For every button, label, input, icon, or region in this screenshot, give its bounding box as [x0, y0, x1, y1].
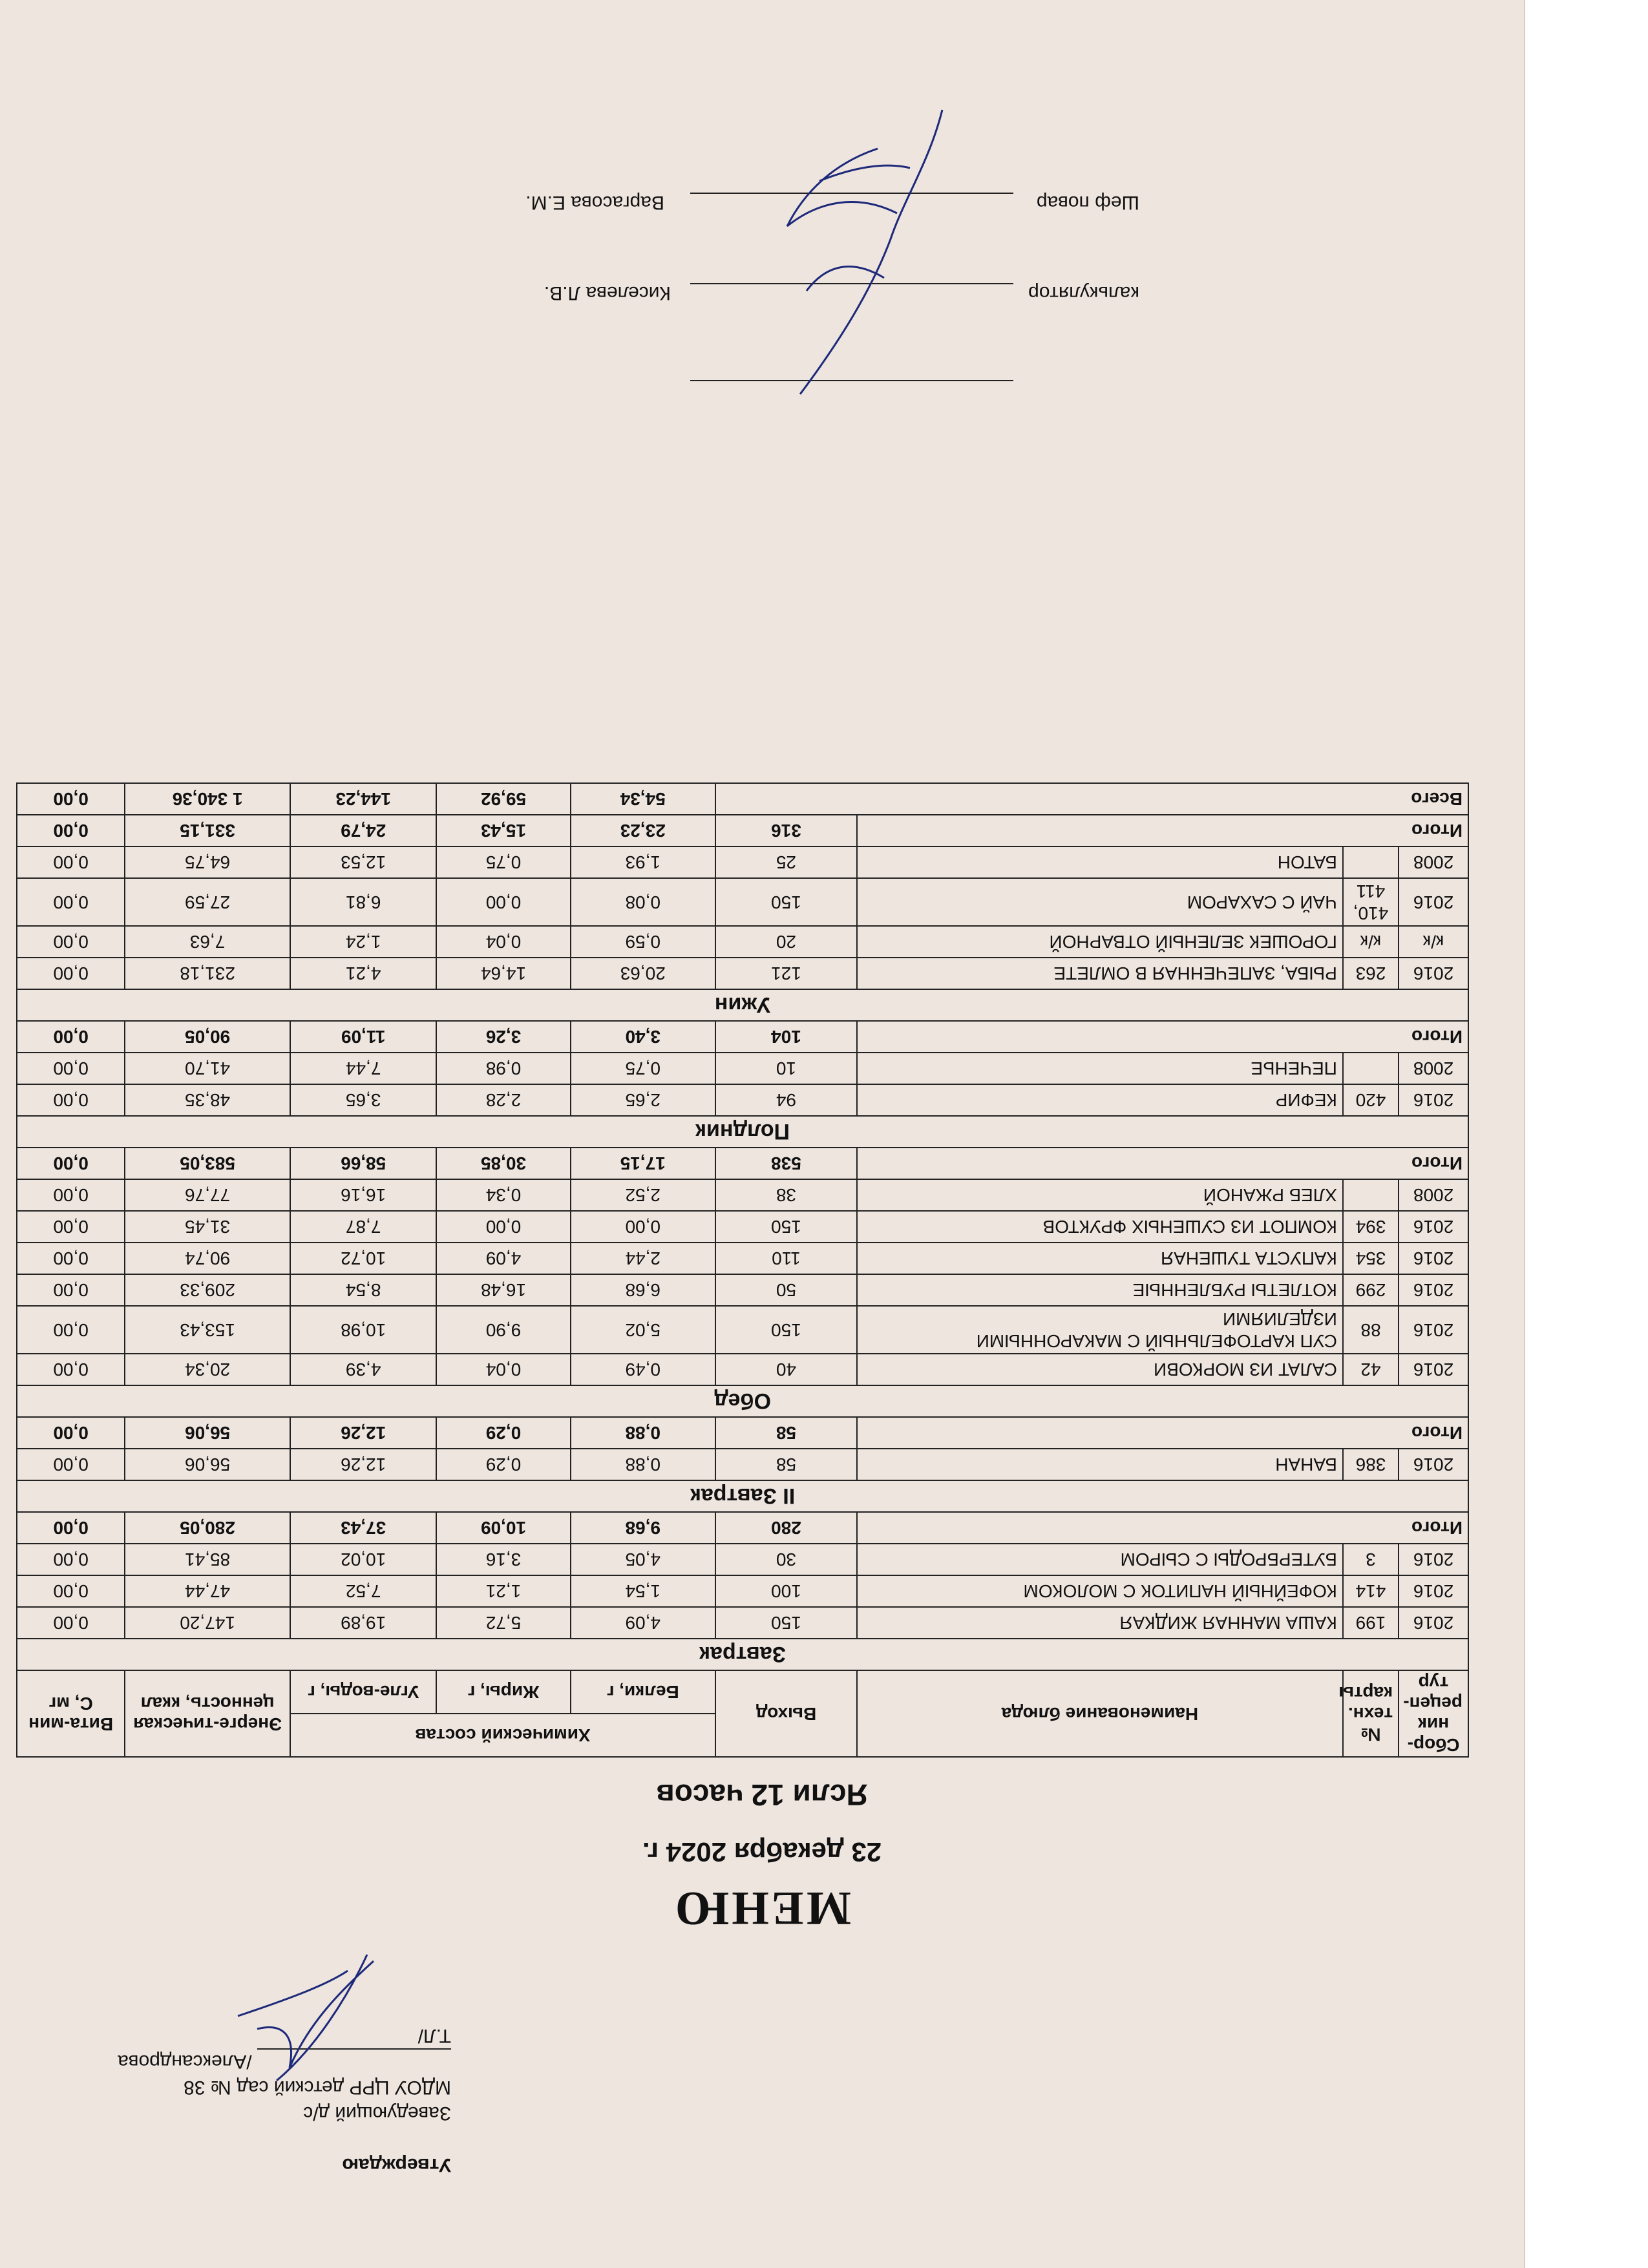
total-row — [17, 1512, 1468, 1544]
cell-carbs: 6,81 — [290, 878, 437, 926]
grand-total-protein: 54,34 — [571, 783, 715, 815]
table-row — [17, 1449, 1468, 1480]
cell-card-no: 3 — [1343, 1544, 1399, 1575]
cell-dish-name: РЫБА, ЗАПЕЧЕННАЯ В ОМЛЕТЕ — [857, 958, 1343, 989]
cell-fat: 0,04 — [436, 1354, 570, 1385]
cell-collection: 2016 — [1399, 1211, 1468, 1243]
staff-signature-icon — [761, 97, 968, 407]
cell-yield: 150 — [715, 1607, 857, 1639]
cell-carbs: 10,72 — [290, 1243, 437, 1274]
menu-table-body — [17, 783, 1468, 1670]
cell-yield: 38 — [715, 1179, 857, 1211]
cell-dish-name: КОТЛЕТЫ РУБЛЕННЫЕ — [857, 1274, 1343, 1306]
total-energy: 280,05 — [125, 1512, 290, 1544]
page-title: МЕНЮ — [672, 1882, 852, 1935]
cell-protein: 4,09 — [571, 1607, 715, 1639]
cell-energy: 47,44 — [125, 1575, 290, 1607]
cell-vitamin: 0,00 — [17, 1243, 125, 1274]
cell-card-no: 88 — [1343, 1306, 1399, 1354]
total-fat: 10,09 — [436, 1512, 570, 1544]
table-row — [17, 926, 1468, 958]
menu-table — [16, 782, 1469, 1758]
cell-card-no: 410, 411 — [1343, 878, 1399, 926]
cell-protein: 4,05 — [571, 1544, 715, 1575]
cell-energy: 7,63 — [125, 926, 290, 958]
cell-fat: 0,00 — [436, 1211, 570, 1243]
cell-dish-name: ГОРОШЕК ЗЕЛЕНЫЙ ОТВАРНОЙ — [857, 926, 1343, 958]
cell-card-no: к/к — [1343, 926, 1399, 958]
cell-collection: 2016 — [1399, 1243, 1468, 1274]
cell-vitamin: 0,00 — [17, 1179, 125, 1211]
total-row — [17, 1148, 1468, 1179]
cell-collection: 2016 — [1399, 1544, 1468, 1575]
total-fat: 15,43 — [436, 815, 570, 846]
cell-collection: 2016 — [1399, 1575, 1468, 1607]
cell-dish-name: ХЛЕБ РЖАНОЙ — [857, 1179, 1343, 1211]
total-protein: 17,15 — [571, 1148, 715, 1179]
table-row — [17, 958, 1468, 989]
total-yield: 58 — [715, 1417, 857, 1449]
cell-fat: 0,75 — [436, 846, 570, 878]
total-fat: 30,85 — [436, 1148, 570, 1179]
col-yield-header: Выход — [715, 1670, 857, 1757]
cell-fat: 16,48 — [436, 1274, 570, 1306]
cell-energy: 77,76 — [125, 1179, 290, 1211]
total-label: Итого — [857, 1021, 1468, 1053]
col-carbs-header: Угле-воды, г — [290, 1670, 437, 1714]
cell-energy: 90,74 — [125, 1243, 290, 1274]
section-header-row — [17, 1116, 1468, 1148]
grand-total-row — [17, 783, 1468, 815]
cell-fat: 14,64 — [436, 958, 570, 989]
cell-vitamin: 0,00 — [17, 846, 125, 878]
cell-energy: 153,43 — [125, 1306, 290, 1354]
menu-date: 23 декабря 2024 г. — [642, 1837, 882, 1867]
cell-carbs: 10,98 — [290, 1306, 437, 1354]
cell-energy: 31,45 — [125, 1211, 290, 1243]
section-header-row — [17, 1639, 1468, 1670]
grand-total-label: Всего — [715, 783, 1468, 815]
table-row — [17, 1575, 1468, 1607]
total-yield: 104 — [715, 1021, 857, 1053]
approver-signer-name: /Александрова Т.Л/ — [118, 2025, 451, 2072]
cell-energy: 20,34 — [125, 1354, 290, 1385]
col-dish-header: Наименование блюда — [857, 1670, 1343, 1757]
cell-fat: 3,16 — [436, 1544, 570, 1575]
menu-subtitle: Ясли 12 часов — [656, 1778, 868, 1812]
cell-carbs: 10,02 — [290, 1544, 437, 1575]
cell-yield: 94 — [715, 1084, 857, 1116]
cell-vitamin: 0,00 — [17, 1084, 125, 1116]
cell-card-no — [1343, 1053, 1399, 1084]
cell-dish-name: БУТЕРБРОДЫ С СЫРОМ — [857, 1544, 1343, 1575]
cell-vitamin: 0,00 — [17, 958, 125, 989]
total-energy: 90,05 — [125, 1021, 290, 1053]
cell-carbs: 1,24 — [290, 926, 437, 958]
cell-dish-name: КАПУСТА ТУШЕНАЯ — [857, 1243, 1343, 1274]
total-label: Итого — [857, 1512, 1468, 1544]
chef-role: Шеф повар — [1036, 192, 1139, 213]
cell-collection: 2016 — [1399, 1449, 1468, 1480]
cell-dish-name: БАНАН — [857, 1449, 1343, 1480]
approved-label: Утверждаю — [342, 2154, 451, 2176]
table-row — [17, 1354, 1468, 1385]
cell-protein: 2,65 — [571, 1084, 715, 1116]
cell-card-no: 299 — [1343, 1274, 1399, 1306]
total-energy: 331,15 — [125, 815, 290, 846]
section-title: Завтрак — [17, 1639, 1468, 1670]
table-row — [17, 878, 1468, 926]
cell-energy: 147,20 — [125, 1607, 290, 1639]
cell-dish-name: ЧАЙ С САХАРОМ — [857, 878, 1343, 926]
cell-carbs: 12,53 — [290, 846, 437, 878]
grand-total-energy: 1 340,36 — [125, 783, 290, 815]
cell-collection: 2008 — [1399, 846, 1468, 878]
calc-name: Киселева Л.В. — [544, 282, 671, 304]
cell-yield: 25 — [715, 846, 857, 878]
cell-protein: 20,63 — [571, 958, 715, 989]
cell-vitamin: 0,00 — [17, 1449, 125, 1480]
total-yield: 316 — [715, 815, 857, 846]
col-protein-header: Белки, г — [571, 1670, 715, 1714]
total-protein: 3,40 — [571, 1021, 715, 1053]
total-row — [17, 1417, 1468, 1449]
cell-vitamin: 0,00 — [17, 1306, 125, 1354]
cell-yield: 121 — [715, 958, 857, 989]
cell-fat: 0,00 — [436, 878, 570, 926]
table-row — [17, 1544, 1468, 1575]
total-vitamin: 0,00 — [17, 815, 125, 846]
cell-carbs: 8,54 — [290, 1274, 437, 1306]
col-vitamin-header: Вита-мин С, мг — [17, 1670, 125, 1757]
section-header-row — [17, 1480, 1468, 1512]
col-collection-header: Сбор-ник рецеп-тур — [1399, 1670, 1468, 1757]
table-row — [17, 1179, 1468, 1211]
cell-dish-name: КЕФИР — [857, 1084, 1343, 1116]
cell-carbs: 7,87 — [290, 1211, 437, 1243]
col-card-header: № техн. карты — [1343, 1670, 1399, 1757]
cell-protein: 0,59 — [571, 926, 715, 958]
cell-yield: 50 — [715, 1274, 857, 1306]
total-carbs: 37,43 — [290, 1512, 437, 1544]
cell-yield: 58 — [715, 1449, 857, 1480]
cell-card-no: 354 — [1343, 1243, 1399, 1274]
cell-card-no: 199 — [1343, 1607, 1399, 1639]
cell-fat: 0,29 — [436, 1449, 570, 1480]
total-protein: 0,88 — [571, 1417, 715, 1449]
cell-vitamin: 0,00 — [17, 1607, 125, 1639]
total-yield: 538 — [715, 1148, 857, 1179]
cell-yield: 110 — [715, 1243, 857, 1274]
cell-energy: 56,06 — [125, 1449, 290, 1480]
cell-yield: 150 — [715, 1306, 857, 1354]
cell-yield: 30 — [715, 1544, 857, 1575]
cell-collection: 2016 — [1399, 1274, 1468, 1306]
cell-card-no — [1343, 1179, 1399, 1211]
cell-protein: 5,02 — [571, 1306, 715, 1354]
cell-carbs: 19,89 — [290, 1607, 437, 1639]
cell-protein: 6,68 — [571, 1274, 715, 1306]
cell-collection: 2008 — [1399, 1053, 1468, 1084]
section-title: II Завтрак — [17, 1480, 1468, 1512]
table-row — [17, 1243, 1468, 1274]
cell-energy: 41,70 — [125, 1053, 290, 1084]
approver-position-line2: МДОУ ЦРР детский сад № 38 — [184, 2077, 451, 2098]
cell-carbs: 4,39 — [290, 1354, 437, 1385]
cell-protein: 0,00 — [571, 1211, 715, 1243]
calc-role: калькулятор — [1028, 282, 1139, 304]
cell-fat: 0,34 — [436, 1179, 570, 1211]
section-title: Ужин — [17, 989, 1468, 1021]
cell-fat: 0,98 — [436, 1053, 570, 1084]
section-header-row — [17, 1385, 1468, 1417]
cell-yield: 150 — [715, 1211, 857, 1243]
total-vitamin: 0,00 — [17, 1021, 125, 1053]
cell-vitamin: 0,00 — [17, 1274, 125, 1306]
total-row — [17, 1021, 1468, 1053]
cell-yield: 40 — [715, 1354, 857, 1385]
cell-protein: 1,93 — [571, 846, 715, 878]
cell-dish-name: САЛАТ ИЗ МОРКОВИ — [857, 1354, 1343, 1385]
section-title: Обед — [17, 1385, 1468, 1417]
cell-card-no: 420 — [1343, 1084, 1399, 1116]
cell-yield: 100 — [715, 1575, 857, 1607]
cell-vitamin: 0,00 — [17, 1354, 125, 1385]
table-row — [17, 1084, 1468, 1116]
total-fat: 0,29 — [436, 1417, 570, 1449]
total-row — [17, 815, 1468, 846]
total-vitamin: 0,00 — [17, 1512, 125, 1544]
cell-fat: 0,04 — [436, 926, 570, 958]
cell-yield: 10 — [715, 1053, 857, 1084]
table-row — [17, 1607, 1468, 1639]
cell-collection: 2016 — [1399, 1306, 1468, 1354]
cell-protein: 0,49 — [571, 1354, 715, 1385]
cell-card-no — [1343, 846, 1399, 878]
cell-dish-name: КАША МАННАЯ ЖИДКАЯ — [857, 1607, 1343, 1639]
table-row — [17, 1211, 1468, 1243]
cell-protein: 1,54 — [571, 1575, 715, 1607]
total-label: Итого — [857, 815, 1468, 846]
cell-protein: 0,88 — [571, 1449, 715, 1480]
cell-card-no: 394 — [1343, 1211, 1399, 1243]
total-carbs: 24,79 — [290, 815, 437, 846]
cell-energy: 48,35 — [125, 1084, 290, 1116]
table-row — [17, 846, 1468, 878]
cell-protein: 2,52 — [571, 1179, 715, 1211]
total-vitamin: 0,00 — [17, 1417, 125, 1449]
grand-total-vitamin: 0,00 — [17, 783, 125, 815]
cell-collection: 2016 — [1399, 1607, 1468, 1639]
section-title: Полдник — [17, 1116, 1468, 1148]
cell-card-no: 42 — [1343, 1354, 1399, 1385]
cell-collection: 2016 — [1399, 878, 1468, 926]
cell-collection: 2008 — [1399, 1179, 1468, 1211]
cell-fat: 9,90 — [436, 1306, 570, 1354]
total-protein: 9,68 — [571, 1512, 715, 1544]
cell-carbs: 7,44 — [290, 1053, 437, 1084]
cell-card-no: 263 — [1343, 958, 1399, 989]
cell-collection: 2016 — [1399, 958, 1468, 989]
col-chem-header: Химический состав — [290, 1714, 715, 1757]
total-carbs: 12,26 — [290, 1417, 437, 1449]
total-carbs: 11,09 — [290, 1021, 437, 1053]
cell-dish-name: КОМПОТ ИЗ СУШЕНЫХ ФРУКТОВ — [857, 1211, 1343, 1243]
cell-carbs: 3,65 — [290, 1084, 437, 1116]
total-carbs: 58,66 — [290, 1148, 437, 1179]
total-vitamin: 0,00 — [17, 1148, 125, 1179]
cell-vitamin: 0,00 — [17, 1053, 125, 1084]
cell-protein: 2,44 — [571, 1243, 715, 1274]
total-label: Итого — [857, 1417, 1468, 1449]
cell-fat: 2,28 — [436, 1084, 570, 1116]
cell-protein: 0,75 — [571, 1053, 715, 1084]
cell-energy: 64,75 — [125, 846, 290, 878]
table-row — [17, 1053, 1468, 1084]
cell-carbs: 7,52 — [290, 1575, 437, 1607]
cell-card-no: 386 — [1343, 1449, 1399, 1480]
cell-collection: 2016 — [1399, 1354, 1468, 1385]
cell-yield: 20 — [715, 926, 857, 958]
cell-carbs: 16,16 — [290, 1179, 437, 1211]
cell-dish-name: ПЕЧЕНЬЕ — [857, 1053, 1343, 1084]
grand-total-fat: 59,92 — [436, 783, 570, 815]
cell-energy: 209,33 — [125, 1274, 290, 1306]
cell-fat: 5,72 — [436, 1607, 570, 1639]
cell-dish-name: БАТОН — [857, 846, 1343, 878]
total-energy: 56,06 — [125, 1417, 290, 1449]
total-energy: 583,05 — [125, 1148, 290, 1179]
total-protein: 23,23 — [571, 815, 715, 846]
cell-fat: 4,09 — [436, 1243, 570, 1274]
cell-yield: 150 — [715, 878, 857, 926]
table-row — [17, 1274, 1468, 1306]
total-yield: 280 — [715, 1512, 857, 1544]
grand-total-carbs: 144,23 — [290, 783, 437, 815]
cell-vitamin: 0,00 — [17, 926, 125, 958]
approver-signature-icon — [218, 1945, 386, 2094]
cell-vitamin: 0,00 — [17, 1211, 125, 1243]
cell-dish-name: СУП КАРТОФЕЛЬНЫЙ С МАКАРОННЫМИ ИЗДЕЛИЯМИ — [857, 1306, 1343, 1354]
total-fat: 3,26 — [436, 1021, 570, 1053]
table-row — [17, 1306, 1468, 1354]
chef-name: Варгасова Е.М. — [525, 192, 664, 213]
cell-energy: 27,59 — [125, 878, 290, 926]
cell-energy: 231,18 — [125, 958, 290, 989]
total-label: Итого — [857, 1148, 1468, 1179]
cell-vitamin: 0,00 — [17, 1575, 125, 1607]
col-fat-header: Жиры, г — [436, 1670, 570, 1714]
col-energy-header: Энерге-тическая ценность, ккал — [125, 1670, 290, 1757]
cell-energy: 85,41 — [125, 1544, 290, 1575]
cell-carbs: 4,21 — [290, 958, 437, 989]
cell-card-no: 414 — [1343, 1575, 1399, 1607]
approver-position-line1: Заведующий д/с — [303, 2103, 451, 2124]
cell-vitamin: 0,00 — [17, 878, 125, 926]
cell-dish-name: КОФЕЙНЫЙ НАПИТОК С МОЛОКОМ — [857, 1575, 1343, 1607]
cell-collection: к/к — [1399, 926, 1468, 958]
section-header-row — [17, 989, 1468, 1021]
cell-collection: 2016 — [1399, 1084, 1468, 1116]
cell-carbs: 12,26 — [290, 1449, 437, 1480]
cell-vitamin: 0,00 — [17, 1544, 125, 1575]
cell-fat: 1,21 — [436, 1575, 570, 1607]
cell-protein: 0,08 — [571, 878, 715, 926]
